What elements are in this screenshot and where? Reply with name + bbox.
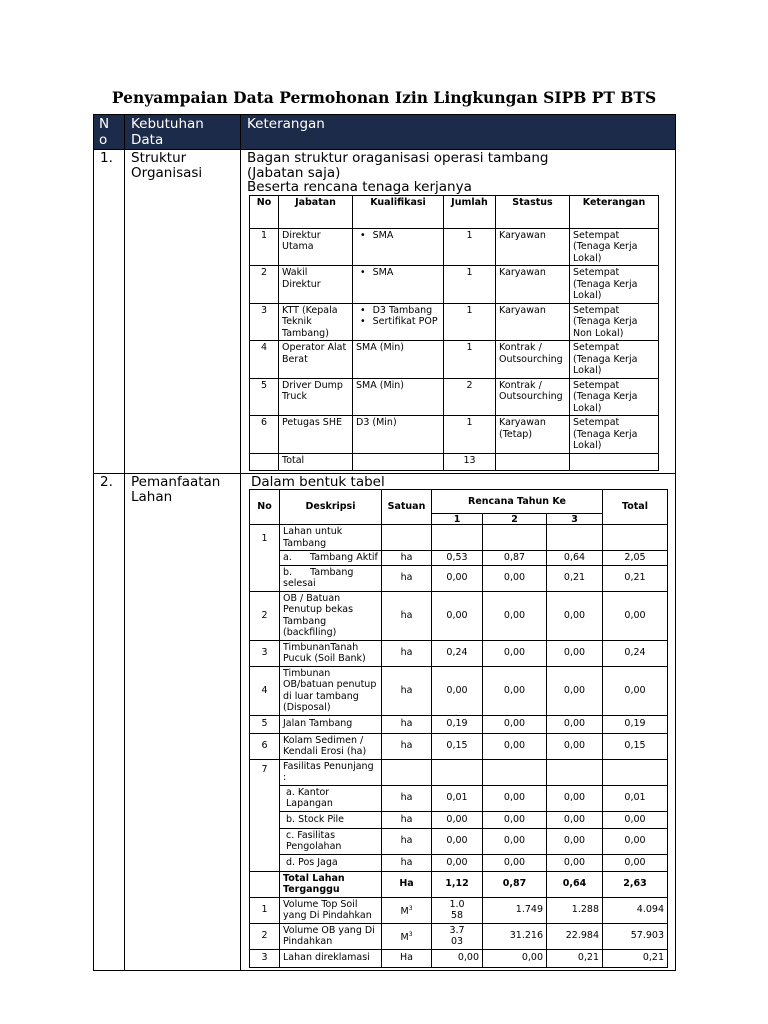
row2-kebutuhan: Pemanfaatan Lahan xyxy=(125,473,241,970)
land-satuan: ha xyxy=(382,828,432,854)
land-h-rencana: Rencana Tahun Ke xyxy=(432,490,603,514)
row1-line3: Beserta rencana tenaga kerjanya xyxy=(247,179,472,195)
list-item: • SMA xyxy=(365,267,440,279)
land-desc: Volume OB yang Di Pindahkan xyxy=(280,923,382,949)
land-no: 4 xyxy=(250,666,280,715)
staff-kualifikasi: SMA (Min) xyxy=(353,341,444,379)
land-no: 3 xyxy=(250,640,280,666)
table-row xyxy=(250,759,668,785)
land-satuan: ha xyxy=(382,551,432,566)
table-row xyxy=(250,949,668,967)
land-y3: 0,00 xyxy=(547,811,603,828)
land-h-total: Total xyxy=(603,490,668,525)
land-y1: 0,53 xyxy=(432,551,483,566)
land-no: 1 xyxy=(250,525,280,592)
staff-total-label: Total xyxy=(279,453,353,470)
table-row xyxy=(250,666,668,715)
staff-jabatan: Driver Dump Truck xyxy=(279,378,353,416)
staff-table xyxy=(249,195,659,471)
data-request-table xyxy=(93,114,676,971)
land-h-year-1: 1 xyxy=(432,514,483,525)
land-desc: Volume Top Soil yang Di Pindahkan xyxy=(280,897,382,923)
staff-no: 1 xyxy=(250,228,279,266)
land-y1: 0,00 xyxy=(432,811,483,828)
staff-keterangan: Setempat (Tenaga Kerja Lokal) xyxy=(570,266,659,304)
land-y3: 0,00 xyxy=(547,854,603,871)
land-y1: 0,00 xyxy=(432,565,483,591)
header-no: N o xyxy=(94,115,125,150)
table-row xyxy=(250,733,668,759)
land-y2: 0,00 xyxy=(483,828,547,854)
land-total: 0,19 xyxy=(603,715,668,733)
staff-no: 2 xyxy=(250,266,279,304)
unit-sup: 3 xyxy=(408,930,413,938)
staff-jumlah: 1 xyxy=(444,228,496,266)
staff-status: Kontrak / Outsourching xyxy=(496,341,570,379)
land-total: 0,21 xyxy=(603,949,668,967)
staff-keterangan: Setempat (Tenaga Kerja Lokal) xyxy=(570,228,659,266)
unit-text: M xyxy=(400,905,409,917)
land-total: 0,00 xyxy=(603,591,668,640)
row1-kebutuhan: Struktur Organisasi xyxy=(125,150,241,474)
land-y3: 0,00 xyxy=(547,715,603,733)
staff-no: 3 xyxy=(250,303,279,341)
staff-header-row xyxy=(250,195,659,228)
row-struktur-organisasi xyxy=(94,150,676,474)
staff-total-value: 13 xyxy=(444,453,496,470)
land-y1: 0,24 xyxy=(432,640,483,666)
land-y3: 0,64 xyxy=(547,871,603,897)
staff-keterangan: Setempat (Tenaga Kerja Lokal) xyxy=(570,378,659,416)
table-row xyxy=(250,565,668,591)
page-title: Penyampaian Data Permohonan Izin Lingkungan SIPB PT BTS xyxy=(111,88,657,107)
land-y2: 31.216 xyxy=(483,923,547,949)
land-y3: 22.984 xyxy=(547,923,603,949)
land-y3: 0,64 xyxy=(547,551,603,566)
land-total: 4.094 xyxy=(603,897,668,923)
staff-jabatan: Operator Alat Berat xyxy=(279,341,353,379)
land-y2: 0,00 xyxy=(483,811,547,828)
land-y1: 0,00 xyxy=(432,854,483,871)
land-desc: a. Tambang Aktif xyxy=(280,551,382,566)
land-y3: 0,00 xyxy=(547,640,603,666)
land-y2: 0,87 xyxy=(483,551,547,566)
land-y1: 1,12 xyxy=(432,871,483,897)
table-row xyxy=(250,591,668,640)
staff-status: Karyawan xyxy=(496,266,570,304)
land-desc: Total Lahan Terganggu xyxy=(280,871,382,897)
land-total: 0,15 xyxy=(603,733,668,759)
staff-kualifikasi xyxy=(353,228,444,266)
land-no: 2 xyxy=(250,591,280,640)
list-item: • SMA xyxy=(365,230,440,242)
land-satuan: ha xyxy=(382,591,432,640)
land-total: 57.903 xyxy=(603,923,668,949)
staff-status: Kontrak / Outsourching xyxy=(496,378,570,416)
land-y2: 0,00 xyxy=(483,785,547,811)
land-total: 0,24 xyxy=(603,640,668,666)
land-satuan: ha xyxy=(382,854,432,871)
staff-kualifikasi xyxy=(353,303,444,341)
staff-jabatan: Petugas SHE xyxy=(279,416,353,454)
row-pemanfaatan-lahan xyxy=(94,473,676,970)
land-satuan xyxy=(382,897,432,923)
staff-keterangan: Setempat (Tenaga Kerja Lokal) xyxy=(570,416,659,454)
staff-h-jumlah: Jumlah xyxy=(444,195,496,228)
staff-no: 5 xyxy=(250,378,279,416)
land-total: 0,00 xyxy=(603,811,668,828)
land-y3: 0,21 xyxy=(547,565,603,591)
list-item: • Sertifikat POP xyxy=(365,316,440,328)
row2-no: 2. xyxy=(94,473,125,970)
land-h-year-3: 3 xyxy=(547,514,603,525)
land-total: 0,21 xyxy=(603,565,668,591)
land-y1: 0,19 xyxy=(432,715,483,733)
staff-jabatan: Direktur Utama xyxy=(279,228,353,266)
land-satuan: ha xyxy=(382,666,432,715)
land-desc: Kolam Sedimen / Kendali Erosi (ha) xyxy=(280,733,382,759)
staff-jumlah: 1 xyxy=(444,341,496,379)
land-y1: 0,00 xyxy=(432,949,483,967)
staff-total-empty xyxy=(353,453,444,470)
land-desc: Timbunan OB/batuan penutup di luar tambang (Disposal) xyxy=(280,666,382,715)
land-y2: 0,00 xyxy=(483,666,547,715)
land-h-no: No xyxy=(250,490,280,525)
land-desc: b. Tambang selesai xyxy=(280,565,382,591)
land-y1: 0,15 xyxy=(432,733,483,759)
land-y2: 0,00 xyxy=(483,733,547,759)
staff-jumlah: 1 xyxy=(444,416,496,454)
table-row xyxy=(250,303,659,341)
table-row xyxy=(250,266,659,304)
row2-keterangan xyxy=(241,473,676,970)
land-y1: 0,00 xyxy=(432,666,483,715)
land-no: 6 xyxy=(250,733,280,759)
land-desc: Lahan untuk Tambang xyxy=(280,525,382,551)
land-no: 2 xyxy=(250,923,280,949)
staff-h-kualifikasi: Kualifikasi xyxy=(353,195,444,228)
staff-keterangan: Setempat (Tenaga Kerja Non Lokal) xyxy=(570,303,659,341)
table-row xyxy=(250,897,668,923)
land-y3: 0,00 xyxy=(547,666,603,715)
staff-h-no: No xyxy=(250,195,279,228)
header-kebutuhan: Kebutuhan Data xyxy=(125,115,241,150)
table-row xyxy=(250,785,668,811)
land-y3: 0,00 xyxy=(547,785,603,811)
land-h-deskripsi: Deskripsi xyxy=(280,490,382,525)
land-desc: c. Fasilitas Pengolahan xyxy=(280,828,382,854)
land-y1: 0,00 xyxy=(432,828,483,854)
land-y2: 0,00 xyxy=(483,949,547,967)
row1-line1: Bagan struktur oraganisasi operasi tambang xyxy=(247,150,549,166)
land-y2: 0,00 xyxy=(483,591,547,640)
land-total-row xyxy=(250,871,668,897)
land-total: 0,01 xyxy=(603,785,668,811)
land-satuan: ha xyxy=(382,715,432,733)
land-desc: a. Kantor Lapangan xyxy=(280,785,382,811)
land-total: 0,00 xyxy=(603,854,668,871)
land-no: 7 xyxy=(250,759,280,871)
header-keterangan: Keterangan xyxy=(241,115,676,150)
staff-no: 4 xyxy=(250,341,279,379)
staff-total-row xyxy=(250,453,659,470)
header-row xyxy=(94,115,676,150)
land-desc: Fasilitas Penunjang : xyxy=(280,759,382,785)
staff-total-empty xyxy=(250,453,279,470)
staff-status: Karyawan (Tetap) xyxy=(496,416,570,454)
staff-kualifikasi: SMA (Min) xyxy=(353,378,444,416)
row1-line2: (Jabatan saja) xyxy=(247,164,341,181)
staff-jabatan: Wakil Direktur xyxy=(279,266,353,304)
staff-status: Karyawan xyxy=(496,303,570,341)
land-total: 2,05 xyxy=(603,551,668,566)
land-y3: 1.288 xyxy=(547,897,603,923)
land-satuan: ha xyxy=(382,640,432,666)
land-y2: 1.749 xyxy=(483,897,547,923)
land-y3: 0,00 xyxy=(547,733,603,759)
list-item: • D3 Tambang xyxy=(365,305,440,317)
land-y1: 0,00 xyxy=(432,591,483,640)
staff-h-keterangan: Keterangan xyxy=(570,195,659,228)
land-y2: 0,00 xyxy=(483,640,547,666)
land-total: 0,00 xyxy=(603,828,668,854)
land-no: 3 xyxy=(250,949,280,967)
land-y1: 3.7 03 xyxy=(432,923,483,949)
staff-total-empty xyxy=(570,453,659,470)
staff-jumlah: 2 xyxy=(444,378,496,416)
land-h-year-2: 2 xyxy=(483,514,547,525)
staff-jumlah: 1 xyxy=(444,266,496,304)
land-use-table xyxy=(249,489,668,968)
land-desc: Lahan direklamasi xyxy=(280,949,382,967)
land-h-satuan: Satuan xyxy=(382,490,432,525)
unit-text: M xyxy=(400,931,409,943)
table-row xyxy=(250,378,659,416)
land-y2: 0,00 xyxy=(483,854,547,871)
land-no: 5 xyxy=(250,715,280,733)
table-row xyxy=(250,923,668,949)
unit-sup: 3 xyxy=(408,904,413,912)
table-row xyxy=(250,811,668,828)
staff-keterangan: Setempat (Tenaga Kerja Lokal) xyxy=(570,341,659,379)
land-y2: 0,00 xyxy=(483,565,547,591)
land-no: 1 xyxy=(250,897,280,923)
staff-no: 6 xyxy=(250,416,279,454)
staff-h-status: Stastus xyxy=(496,195,570,228)
table-row xyxy=(250,551,668,566)
table-row xyxy=(250,828,668,854)
table-row xyxy=(250,854,668,871)
staff-total-empty xyxy=(496,453,570,470)
staff-kualifikasi xyxy=(353,266,444,304)
land-y1: 0,01 xyxy=(432,785,483,811)
land-satuan: Ha xyxy=(382,949,432,967)
staff-kualifikasi: D3 (Min) xyxy=(353,416,444,454)
table-row xyxy=(250,416,659,454)
land-y3: 0,00 xyxy=(547,828,603,854)
land-header-row xyxy=(250,490,668,514)
land-satuan: ha xyxy=(382,811,432,828)
land-satuan: Ha xyxy=(382,871,432,897)
table-row xyxy=(250,525,668,551)
land-y1: 1.0 58 xyxy=(432,897,483,923)
land-total: 2,63 xyxy=(603,871,668,897)
staff-status: Karyawan xyxy=(496,228,570,266)
row1-no: 1. xyxy=(94,150,125,474)
land-desc: OB / Batuan Penutup bekas Tambang (backfiling) xyxy=(280,591,382,640)
land-satuan: ha xyxy=(382,785,432,811)
table-row xyxy=(250,228,659,266)
land-desc: Jalan Tambang xyxy=(280,715,382,733)
land-desc: TimbunanTanah Pucuk (Soil Bank) xyxy=(280,640,382,666)
row1-keterangan xyxy=(241,150,676,474)
land-y2: 0,00 xyxy=(483,715,547,733)
land-satuan xyxy=(382,923,432,949)
staff-h-jabatan: Jabatan xyxy=(279,195,353,228)
land-desc: b. Stock Pile xyxy=(280,811,382,828)
table-row xyxy=(250,715,668,733)
land-y3: 0,00 xyxy=(547,591,603,640)
row2-line1: Dalam bentuk tabel xyxy=(251,473,385,490)
land-y3: 0,21 xyxy=(547,949,603,967)
land-total: 0,00 xyxy=(603,666,668,715)
land-desc: d. Pos Jaga xyxy=(280,854,382,871)
land-y2: 0,87 xyxy=(483,871,547,897)
staff-jabatan: KTT (Kepala Teknik Tambang) xyxy=(279,303,353,341)
land-satuan: ha xyxy=(382,565,432,591)
land-satuan: ha xyxy=(382,733,432,759)
table-row xyxy=(250,341,659,379)
staff-jumlah: 1 xyxy=(444,303,496,341)
table-row xyxy=(250,640,668,666)
